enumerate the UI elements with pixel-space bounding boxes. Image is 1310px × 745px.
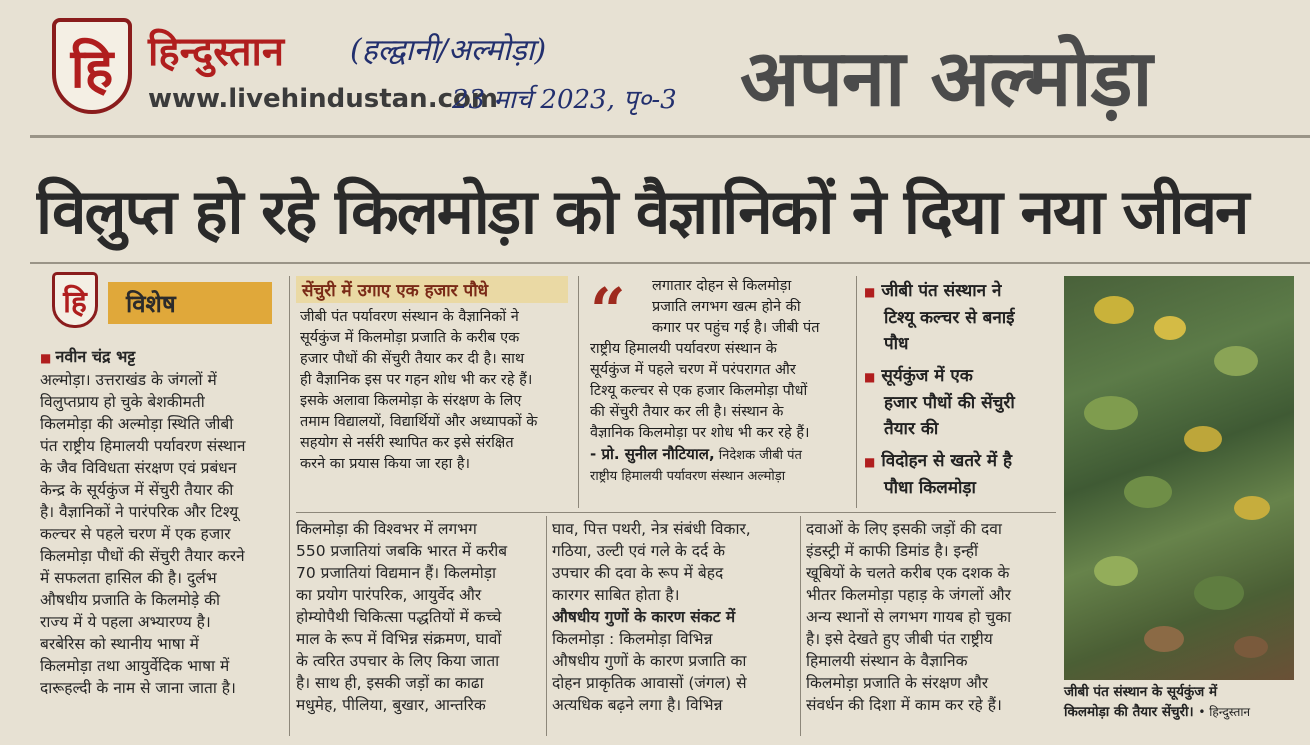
text-line: पंत राष्ट्रीय हिमालयी पर्यावरण संस्थान (40, 437, 246, 455)
column-2-text (296, 518, 544, 716)
text-line: है। साथ ही, इसकी जड़ों का काढा (296, 674, 484, 692)
highlight-line: ■ सूर्यकुंज में एक (864, 366, 973, 386)
highlight-item (864, 448, 1054, 501)
text-line: घाव, पित्त पथरी, नेत्र संबंधी विकार, (552, 520, 751, 538)
column-3-text (552, 518, 798, 606)
text-line: लगातार दोहन से किलमोड़ा (652, 278, 792, 294)
text-line: अल्मोड़ा। उत्तराखंड के जंगलों में (40, 371, 217, 389)
highlight-line: पौध (884, 334, 909, 354)
handwritten-date: 23 मार्च 2023, पृ०-3 (452, 85, 677, 115)
text-line: माल के रूप में विभिन्न संक्रमण, घावों (296, 630, 502, 648)
quote-text (590, 339, 852, 444)
text-line: औषधीय गुणों के कारण प्रजाति का (552, 652, 747, 670)
photo-caption-line-2: किलमोड़ा की तैयार सेंचुरी। • हिन्दुस्तान (1064, 704, 1251, 720)
photo-caption (1064, 682, 1300, 722)
text-line: किलमोड़ा पौधों की सेंचुरी तैयार करने (40, 547, 245, 565)
text-line: औषधीय प्रजाति के किलमोड़े की (40, 591, 221, 609)
text-line: दवाओं के लिए इसकी जड़ों की दवा (806, 520, 1002, 538)
bullet-square-icon: ■ (864, 285, 876, 299)
text-line: जीबी पंत पर्यावरण संस्थान के वैज्ञानिकों ने (300, 309, 519, 325)
masthead-divider (30, 135, 1310, 138)
text-line: इसके अलावा किलमोड़ा के संरक्षण के लिए (300, 393, 522, 409)
text-line: है। इसे देखते हुए जीबी पंत राष्ट्रीय (806, 630, 993, 648)
text-line: किलमोड़ा की विश्वभर में लगभग (296, 520, 477, 538)
text-line: होम्योपैथी चिकित्सा पद्धतियों में कच्चे (296, 608, 502, 626)
attribution-org: राष्ट्रीय हिमालयी पर्यावरण संस्थान अल्मोड़ा (590, 469, 786, 484)
highlight-line: तैयार की (884, 419, 939, 439)
text-line: 550 प्रजातियां जबकि भारत में करीब (296, 542, 508, 560)
text-line: है। वैज्ञानिकों ने पारंपरिक और टिश्यू (40, 503, 239, 521)
website-url: www.livehindustan.com (148, 84, 498, 114)
quote-indented-text (590, 276, 852, 339)
text-line: संवर्धन की दिशा में काम कर रहे हैं। (806, 696, 1002, 714)
column-1-text (40, 369, 286, 699)
text-line: 70 प्रजातियां विद्यमान हैं। किलमोड़ा (296, 564, 497, 582)
brand-name: हिन्दुस्तान (148, 28, 285, 75)
text-line: किलमोड़ा : किलमोड़ा विभिन्न (552, 630, 713, 648)
text-line: विलुप्तप्राय हो चुके बेशकीमती (40, 393, 205, 411)
text-line: अन्य स्थानों से लगभग गायब हो चुका (806, 608, 1012, 626)
text-line: दोहन प्राकृतिक आवासों (जंगल) से (552, 674, 747, 692)
article-column-1 (40, 346, 286, 736)
highlight-line: ■ विदोहन से खतरे में है (864, 451, 1012, 471)
text-line: किलमोड़ा की अल्मोड़ा स्थिति जीबी (40, 415, 234, 433)
kilmora-plant-photo (1064, 276, 1294, 680)
text-line: भीतर किलमोड़ा पहाड़ के जंगलों और (806, 586, 1011, 604)
highlight-line: ■ जीबी पंत संस्थान ने (864, 281, 1002, 301)
article-column-2 (296, 518, 544, 738)
handwritten-edition: (हल्द्वानी/अल्मोड़ा) (350, 33, 547, 68)
text-line: तमाम विद्यालयों, विद्यार्थियों और अध्यापकों के (300, 414, 538, 430)
text-line: राज्य में ये पहला अभ्यारण्य है। (40, 613, 211, 631)
text-line: के त्वरित उपचार के लिए किया जाता (296, 652, 500, 670)
text-line: गठिया, उल्टी एवं गले के दर्द के (552, 542, 726, 560)
highlight-line: टिश्यू कल्चर से बनाई (884, 308, 1015, 328)
hindustan-logo: हि (52, 18, 132, 114)
column-3-text-continued (552, 628, 798, 716)
text-line: टिश्यू कल्चर से एक हजार किलमोड़ा पौधों (590, 383, 808, 399)
text-line: ही वैज्ञानिक इस पर गहन शोध भी कर रहे हैं। (300, 372, 533, 388)
text-line: करने का प्रयास किया जा रहा है। (300, 456, 471, 472)
column-divider (289, 276, 290, 736)
quote-attribution (590, 444, 852, 466)
highlight-line: हजार पौधों की सेंचुरी (884, 393, 1015, 413)
text-line: के जैव विविधता संरक्षण एवं प्रबंधन (40, 459, 237, 477)
vishesh-label: विशेष (108, 282, 272, 324)
section-divider (296, 512, 1056, 513)
bullet-square-icon: ■ (864, 455, 876, 469)
highlight-item (864, 278, 1054, 357)
text-line: सूर्यकुंज में किलमोड़ा प्रजाति के करीब एक (300, 330, 520, 346)
text-line: का प्रयोग पारंपरिक, आयुर्वेद और (296, 586, 482, 604)
byline: ■ नवीन चंद्र भट्ट (40, 346, 286, 369)
text-line: किलमोड़ा तथा आयुर्वेदिक भाषा में (40, 657, 230, 675)
text-line: हजार पौधों की सेंचुरी तैयार कर दी है। साथ (300, 351, 525, 367)
column-3-subhead: औषधीय गुणों के कारण संकट में (552, 608, 736, 626)
text-line: वैज्ञानिक किलमोड़ा पर शोध भी कर रहे हैं। (590, 425, 810, 441)
attribution-name: - प्रो. सुनील नौटियाल, (590, 445, 715, 463)
text-line: सहयोग से नर्सरी स्थापित कर इसे संरक्षित (300, 435, 514, 451)
attribution-role: निदेशक जीबी पंत (718, 448, 802, 463)
text-line: कगार पर पहुंच गई है। जीबी पंत (652, 320, 820, 336)
highlight-line: पौधा किलमोड़ा (884, 478, 976, 498)
text-line: सूर्यकुंज में पहले चरण में परंपरागत और (590, 362, 796, 378)
headline-divider (30, 262, 1310, 264)
text-line: केन्द्र के सूर्यकुंज में सेंचुरी तैयार की (40, 481, 234, 499)
text-line: इंडस्ट्री में काफी डिमांड है। इन्हीं (806, 542, 979, 560)
text-line: दारूहल्दी के नाम से जाना जाता है। (40, 679, 236, 697)
text-line: किलमोड़ा प्रजाति के संरक्षण और (806, 674, 989, 692)
column-divider (578, 276, 579, 508)
highlight-item (864, 363, 1054, 442)
highlights-list (864, 278, 1054, 508)
centuri-box-text (296, 307, 568, 475)
text-line: में सफलता हासिल की है। दुर्लभ (40, 569, 217, 587)
text-line: उपचार की दवा के रूप में बेहद (552, 564, 724, 582)
centuri-box (296, 276, 568, 508)
text-line: खूबियों के चलते करीब एक दशक के (806, 564, 1010, 582)
quote-mark-icon: “ (590, 274, 626, 347)
photo-caption-line-1: जीबी पंत संस्थान के सूर्यकुंज में (1064, 684, 1218, 700)
vishesh-logo: हि (52, 272, 98, 328)
quote-box (590, 276, 852, 506)
text-line: की सेंचुरी तैयार कर ली है। संस्थान के (590, 404, 784, 420)
section-title: अपना अल्मोड़ा (740, 33, 1152, 124)
text-line: अत्यधिक बढ़ने लगा है। विभिन्न (552, 696, 723, 714)
text-line: कल्चर से पहले चरण में एक हजार (40, 525, 231, 543)
centuri-box-title: सेंचुरी में उगाए एक हजार पौधे (296, 276, 568, 303)
bullet-square-icon: ■ (864, 370, 876, 384)
text-line: प्रजाति लगभग खत्म होने की (652, 299, 801, 315)
column-divider (800, 516, 801, 736)
column-4-text (806, 518, 1058, 716)
article-column-4 (806, 518, 1058, 738)
headline: विलुप्त हो रहे किलमोड़ा को वैज्ञानिकों ने दिया नया जीवन (36, 175, 1248, 248)
text-line: कारगर साबित होता है। (552, 586, 680, 604)
text-line: हिमालयी संस्थान के वैज्ञानिक (806, 652, 968, 670)
article-column-3 (552, 518, 798, 738)
column-divider (546, 516, 547, 736)
text-line: राष्ट्रीय हिमालयी पर्यावरण संस्थान के (590, 341, 777, 357)
photo-credit: • हिन्दुस्तान (1198, 705, 1251, 719)
text-line: मधुमेह, पीलिया, बुखार, आन्तरिक (296, 696, 486, 714)
column-divider (856, 276, 857, 508)
text-line: बरबेरिस को स्थानीय भाषा में (40, 635, 199, 653)
